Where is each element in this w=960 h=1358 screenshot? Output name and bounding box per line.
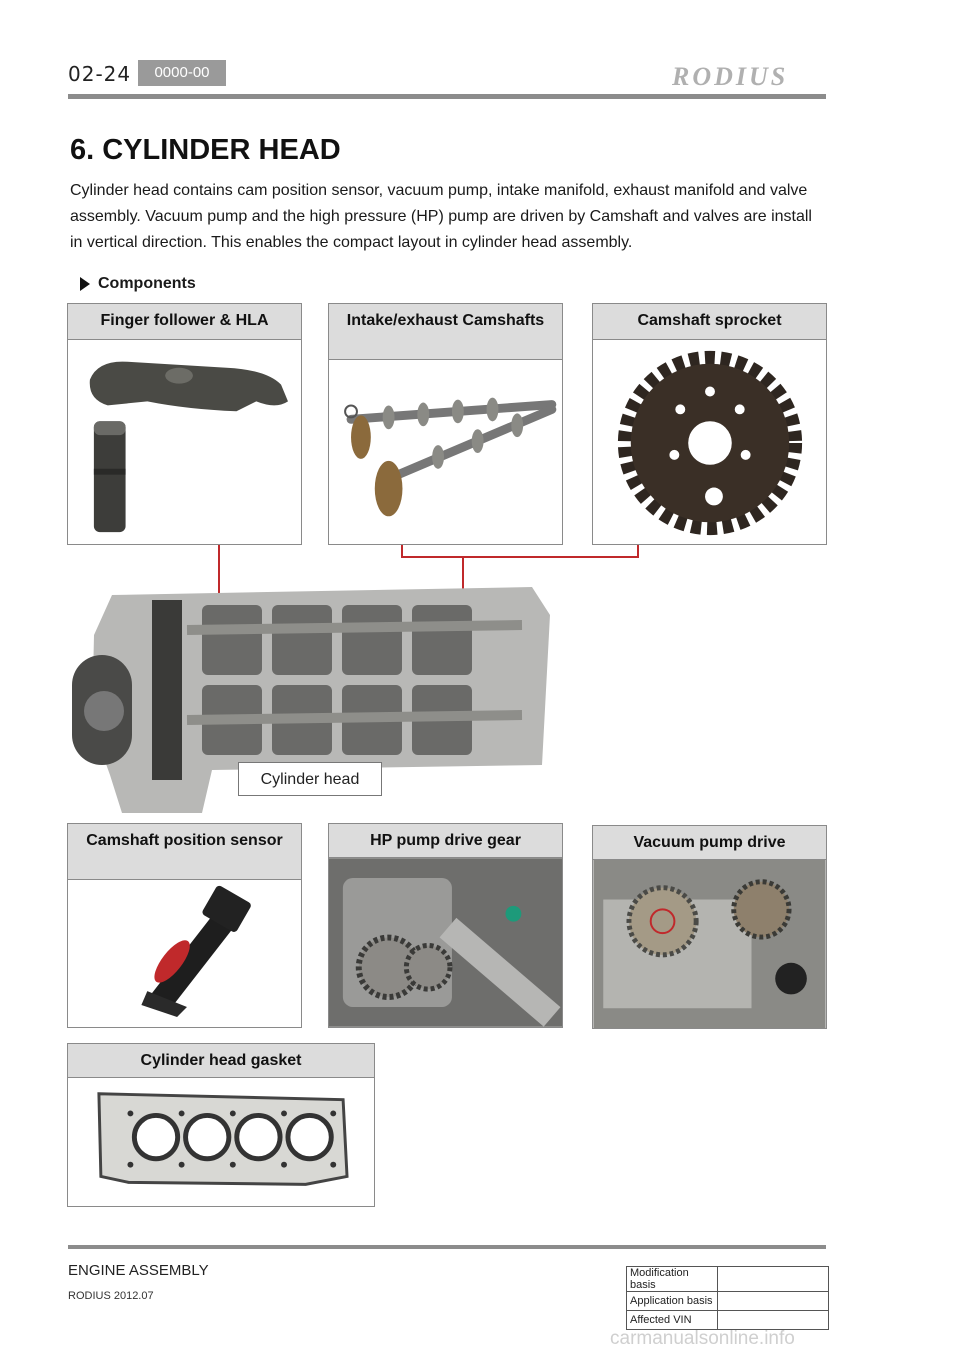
card-vacuum-pump-drive (592, 825, 827, 1029)
table-cell-label: Affected VIN (627, 1311, 718, 1330)
triangle-bullet-icon (80, 277, 90, 291)
page-number: 02-24 (68, 62, 132, 86)
callout-bracket-bar (401, 556, 639, 558)
card-hp-pump-drive-gear (328, 823, 563, 1028)
components-heading-label: Components (98, 275, 196, 292)
footer-divider (68, 1245, 826, 1249)
vacuum-pump-drive-image (593, 860, 826, 1028)
card-camshafts (328, 303, 563, 545)
intro-paragraph: Cylinder head contains cam position sensor, vacuum pump, intake manifold, exhaust manifold and valve assembly. Vacuum pump and the high pressure (HP) pump are driven by Camshaft and valves are install in vertical direction. This enables the compact layout in cylinder head assembly. (70, 182, 812, 251)
table-row (627, 1292, 829, 1311)
components-heading (80, 275, 196, 293)
card-camshaft-position-sensor (67, 823, 302, 1028)
card-title: Finger follower & HLA (68, 304, 301, 340)
table-cell-value (718, 1292, 829, 1311)
finger-follower-image (68, 340, 301, 544)
card-title: Camshaft sprocket (593, 304, 826, 340)
cylinder-head-gasket-image (68, 1078, 374, 1206)
revision-info-table (626, 1266, 829, 1330)
footer-section-name: ENGINE ASSEMBLY (68, 1262, 209, 1279)
table-row (627, 1311, 829, 1330)
table-cell-label: Modification basis (627, 1267, 718, 1292)
camshaft-position-sensor-image (68, 880, 301, 1027)
hp-pump-drive-gear-image (329, 858, 562, 1027)
camshaft-sprocket-image (593, 340, 826, 544)
cylinder-head-label: Cylinder head (238, 762, 382, 796)
card-title: Cylinder head gasket (68, 1044, 374, 1078)
header-divider (68, 94, 826, 99)
section-code-badge: 0000-00 (138, 60, 226, 86)
brand-logo: RODIUS (672, 62, 789, 91)
card-finger-follower (67, 303, 302, 545)
card-title: Camshaft position sensor (68, 824, 301, 880)
table-cell-label: Application basis (627, 1292, 718, 1311)
camshafts-image (329, 360, 562, 544)
card-title: Vacuum pump drive (593, 826, 826, 860)
card-camshaft-sprocket (592, 303, 827, 545)
card-cylinder-head-gasket (67, 1043, 375, 1207)
card-title: Intake/exhaust Camshafts (329, 304, 562, 360)
watermark-text: carmanualsonline.info (610, 1328, 795, 1349)
table-row (627, 1267, 829, 1292)
table-cell-value (718, 1311, 829, 1330)
table-cell-value (718, 1267, 829, 1292)
page-title: 6. CYLINDER HEAD (70, 134, 341, 166)
card-title: HP pump drive gear (329, 824, 562, 858)
footer-model-date: RODIUS 2012.07 (68, 1290, 154, 1302)
